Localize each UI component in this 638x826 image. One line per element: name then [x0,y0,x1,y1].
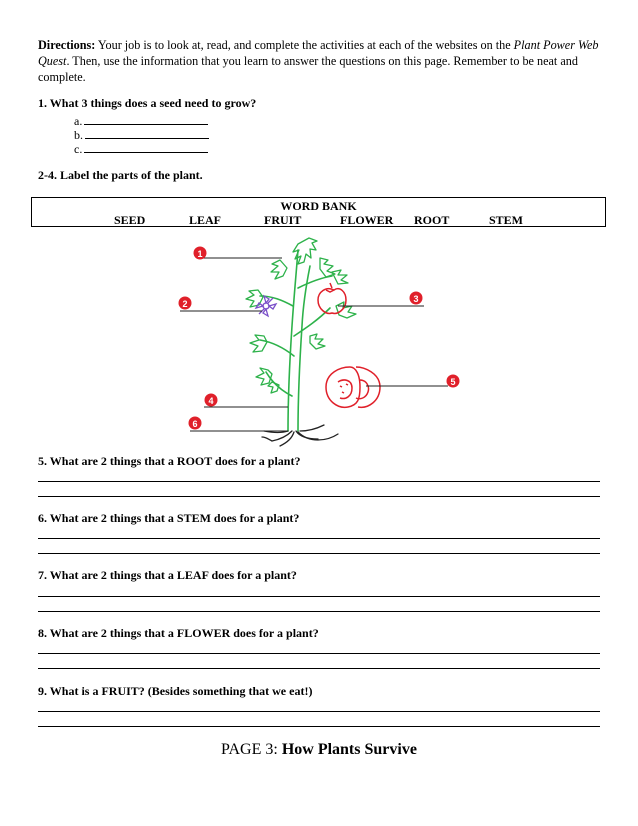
label-marker-6-number: 6 [192,419,198,429]
answer-1b-blank[interactable] [85,127,209,139]
word-bank-word: ROOT [414,213,450,227]
word-bank-word: LEAF [189,213,222,227]
label-marker-1-number: 1 [197,249,203,259]
label-marker-1 [194,247,207,260]
answer-1a-label: a. [74,114,83,128]
question-5: 5. What are 2 things that a ROOT does for a plant? [38,454,301,468]
answer-1b-label: b. [74,128,83,142]
label-marker-4-number: 4 [208,396,214,406]
answer-line[interactable] [38,653,600,654]
answer-line[interactable] [38,611,600,612]
question-6: 6. What are 2 things that a STEM does for a plant? [38,511,300,525]
label-marker-3-number: 3 [413,294,419,304]
plant-diagram [160,236,470,452]
answer-line[interactable] [38,596,600,597]
flower-icon [256,296,276,316]
directions-label: Directions: [38,38,96,52]
answer-1a-blank[interactable] [84,113,208,125]
directions-paragraph [38,37,600,85]
question-2-4: 2-4. Label the parts of the plant. [38,168,203,182]
question-1: 1. What 3 things does a seed need to grow? [38,96,257,110]
answer-line[interactable] [38,481,600,482]
fruit-cross-section-icon [326,367,380,407]
answer-1c-label: c. [74,142,83,156]
question-7: 7. What are 2 things that a LEAF does for a plant? [38,568,297,582]
roots [262,425,338,446]
question-9: 9. What is a FRUIT? (Besides something that we eat!) [38,684,313,698]
word-bank-title: WORD BANK [280,199,357,213]
question-8: 8. What are 2 things that a FLOWER does for a plant? [38,626,319,640]
label-marker-4 [205,394,218,407]
directions-text-1: Your job is to look at, read, and complete the activities at each of the websites on the [95,38,514,52]
answer-line[interactable] [38,538,600,539]
label-marker-2 [179,297,192,310]
web-quest-title: Plant Power Web Quest [38,38,599,68]
word-bank-word: STEM [489,213,524,227]
page-footer [0,741,638,759]
label-marker-5-number: 5 [450,377,456,387]
answer-1c [74,141,208,157]
answer-1c-blank[interactable] [84,141,208,153]
label-marker-2-number: 2 [182,299,188,309]
answer-line[interactable] [38,711,600,712]
answer-line[interactable] [38,496,600,497]
footer-page-number: PAGE 3: [221,741,282,758]
label-marker-6 [189,417,202,430]
footer-title: How Plants Survive [281,741,417,758]
answer-line[interactable] [38,668,600,669]
word-bank-word: FRUIT [264,213,302,227]
fruit-icon [318,283,346,313]
word-bank [31,197,606,227]
answer-line[interactable] [38,726,600,727]
label-marker-3 [410,292,423,305]
label-marker-5 [447,375,460,388]
word-bank-word: FLOWER [340,213,394,227]
directions-text-2: . Then, use the information that you learn to answer the questions on this page. Remember to be neat and complete. [38,54,578,84]
label-lines [180,258,448,431]
answer-line[interactable] [38,553,600,554]
word-bank-word: SEED [114,213,146,227]
